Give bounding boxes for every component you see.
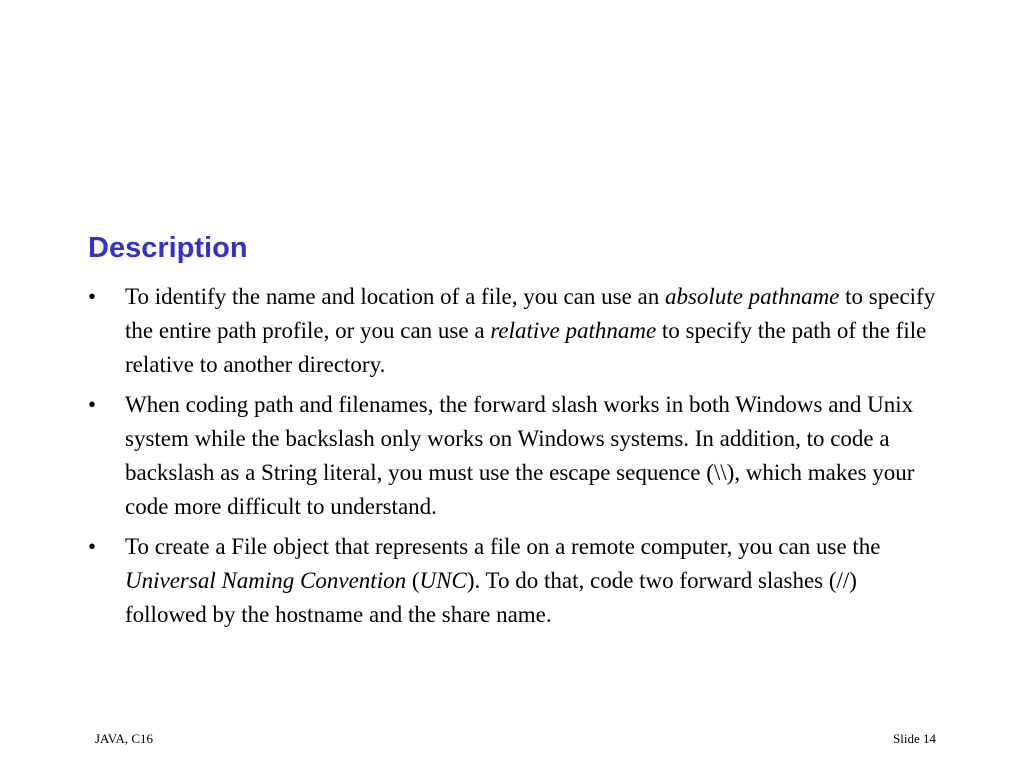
bullet-list: [84, 280, 944, 638]
footer-slide-number: Slide 14: [893, 731, 936, 746]
bullet-dot: •: [88, 284, 97, 309]
term-relative-pathname: relative pathname: [490, 318, 657, 343]
bullet-text-part: (: [406, 568, 420, 593]
bullet-text-part: ). To do that, code two forward slashes (//) followed by the hostname and the share name.: [125, 568, 857, 627]
bullet-dot: •: [88, 534, 97, 559]
bullet-text-part: When coding path and filenames, the forward slash works in both Windows and Unix system while the backslash only works on Windows systems. In addition, to code a backslash as a String literal, you must use the escape sequence (\\), which makes your code more difficult to understand.: [125, 392, 915, 519]
bullet-item: [84, 530, 944, 632]
term-absolute-pathname: absolute pathname: [664, 284, 840, 309]
bullet-item: [84, 280, 944, 382]
bullet-dot: •: [88, 392, 97, 417]
bullet-text-part: to specify the path of the file relative to another directory.: [125, 318, 927, 377]
footer-course-label: JAVA, C16: [95, 731, 154, 746]
bullet-item: [84, 388, 944, 524]
bullet-text-part: to specify the entire path profile, or you can use a: [125, 284, 936, 343]
term-universal-naming-convention: Universal Naming Convention: [125, 568, 407, 593]
bullet-text-part: To create a File object that represents a file on a remote computer, you can use the: [125, 534, 881, 559]
bullet-text-part: To identify the name and location of a file, you can use an: [125, 284, 665, 309]
term-unc: UNC: [419, 568, 467, 593]
slide-heading: Description: [88, 232, 248, 264]
